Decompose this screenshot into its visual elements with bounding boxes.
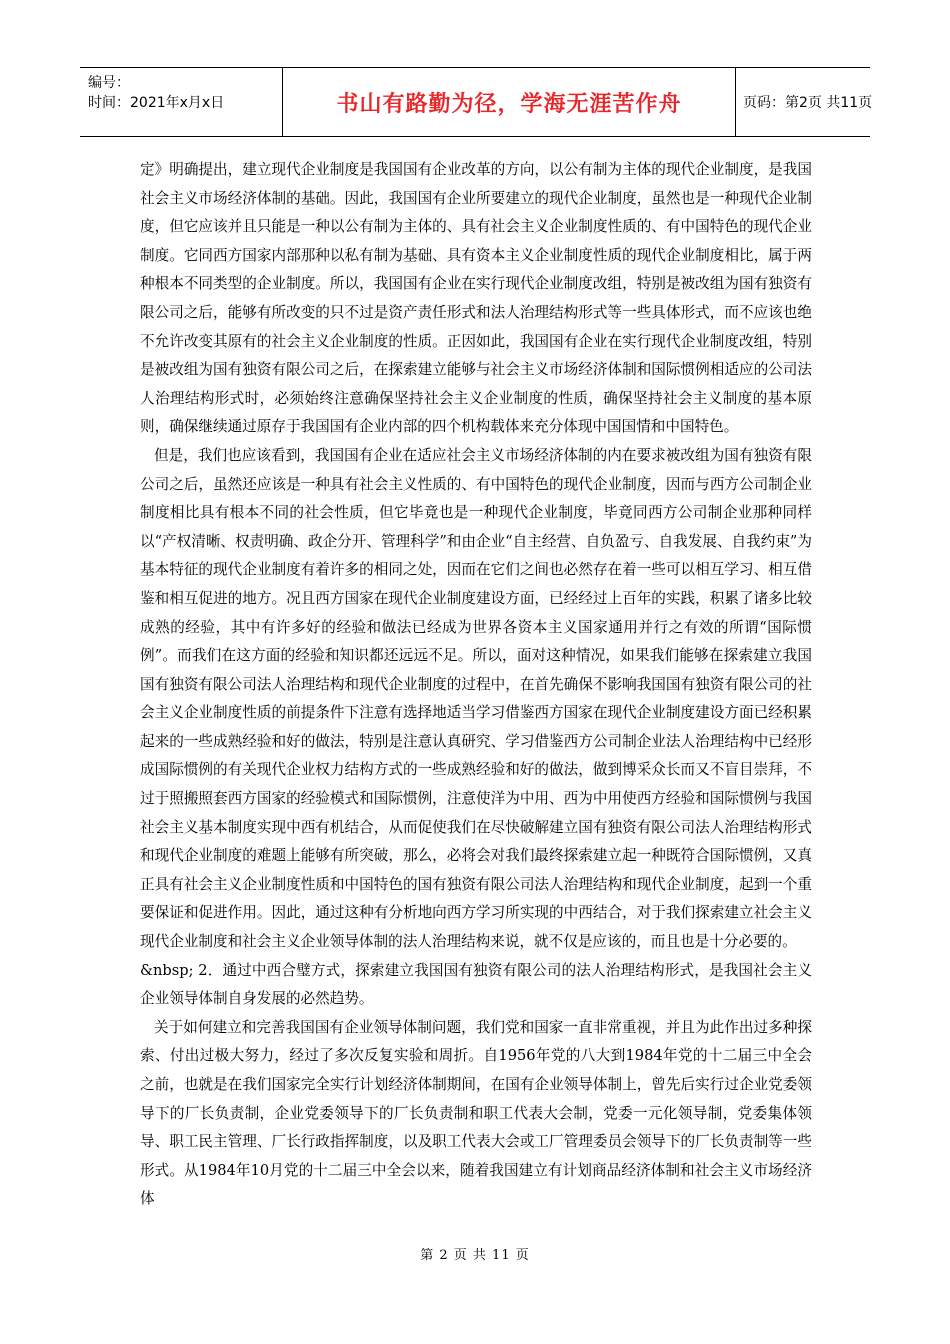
document-number-label: 编号： <box>88 75 130 91</box>
header-motto: 书山有路勤为径，学海无涯苦作舟 <box>336 91 682 117</box>
page-header <box>80 67 873 137</box>
footer-page-number: 第 2 页 共 11 页 <box>420 1248 530 1263</box>
body-paragraph: 但是，我们也应该看到，我国国有企业在适应社会主义市场经济体制的内在要求被改组为国有独资有限公司之后，虽然还应该是一种具有社会主义性质的、有中国特色的现代企业制度，因而与西方公司制企业制度相比具有根本不同的社会性质，但它毕竟也是一种现代企业制度，毕竟同西方公司制企业那种同样以“产权清晰、权责明确、政企分开、管理科学”和由企业“自主经营、自负盈亏、自我发展、自我约束”为基本特征的现代企业制度有着许多的相同之处，因而在它们之间也必然存在着一些可以相互学习、相互借鉴和相互促进的地方。况且西方国家在现代企业制度建设方面，已经经过上百年的实践，积累了诸多比较成熟的经验，其中有许多好的经验和做法已经成为世界各资本主义国家通用并行之有效的所谓“国际惯例”。而我们在这方面的经验和知识都还远远不足。所以，面对这种情况，如果我们能够在探索建立我国国有独资有限公司法人治理结构和现代企业制度的过程中，在首先确保不影响我国国有独资有限公司的社会主义企业制度性质的前提条件下注意有选择地适当学习借鉴西方国家在现代企业制度建设方面已经积累起来的一些成熟经验和好的做法，特别是注意认真研究、学习借鉴西方公司制企业法人治理结构中已经形成国际惯例的有关现代企业权力结构方式的一些成熟经验和好的做法，做到博采众长而又不盲目崇拜，不过于照搬照套西方国家的经验模式和国际惯例，注意使洋为中用、西为中用使西方经验和国际惯例与我国社会主义基本制度实现中西有机结合，从而促使我们在尽快破解建立国有独资有限公司法人治理结构形式和现代企业制度的难题上能够有所突破，那么，必将会对我们最终探索建立起一种既符合国际惯例，又真正具有社会主义企业制度性质和中国特色的国有独资有限公司法人治理结构和现代企业制度，起到一个重要保证和促进作用。因此，通过这种有分析地向西方学习所实现的中西结合，对于我们探索建立社会主义现代企业制度和社会主义企业领导体制的法人治理结构来说，就不仅是应该的，而且也是十分必要的。 <box>140 446 812 951</box>
body-paragraph: 关于如何建立和完善我国国有企业领导体制问题，我们党和国家一直非常重视，并且为此作出过多种探索、付出过极大努力，经过了多次反复实验和周折。自1956年党的八大到1984年党的十二届三中全会之前，也就是在我们国家完全实行计划经济体制期间，在国有企业领导体制上，曾先后实行过企业党委领导下的厂长负责制，企业党委领导下的厂长负责制和职工代表大会制，党委一元化领导制，党委集体领导、职工民主管理、厂长行政指挥制度，以及职工代表大会或工厂管理委员会领导下的厂长负责制等一些形式。从1984年10月党的十二届三中全会以来，随着我国建立有计划商品经济体制和社会主义市场经济体 <box>140 1018 812 1208</box>
document-date-label: 时间：2021年x月x日 <box>88 95 225 111</box>
header-motto-cell <box>283 68 736 136</box>
page-footer <box>0 1244 950 1263</box>
header-page-info: 页码：第2页 共11页 <box>743 95 873 111</box>
body-paragraph: 定》明确提出，建立现代企业制度是我国国有企业改革的方向，以公有制为主体的现代企业制度，是我国社会主义市场经济体制的基础。因此，我国国有企业所要建立的现代企业制度，虽然也是一种现代企业制度，但它应该并且只能是一种以公有制为主体的、具有社会主义企业制度性质的、有中国特色的现代企业制度。它同西方国家内部那种以私有制为基础、具有资本主义企业制度性质的现代企业制度相比，属于两种根本不同类型的企业制度。所以，我国国有企业在实行现代企业制度改组，特别是被改组为国有独资有限公司之后，能够有所改变的只不过是资产责任形式和法人治理结构形式等一些具体形式，而不应该也绝不允许改变其原有的社会主义企业制度的性质。正因如此，我国国有企业在实行现代企业制度改组，特别是被改组为国有独资有限公司之后，在探索建立能够与社会主义市场经济体制和国际惯例相适应的公司法人治理结构形式时，必须始终注意确保坚持社会主义企业制度的性质，确保坚持社会主义制度的基本原则，确保继续通过原存于我国国有企业内部的四个机构载体来充分体现中国国情和中国特色。 <box>140 161 812 436</box>
document-body <box>140 156 812 1214</box>
header-meta <box>80 68 283 136</box>
section-heading-paragraph: &nbsp; 2．通过中西合璧方式，探索建立我国国有独资有限公司的法人治理结构形式，是我国社会主义企业领导体制自身发展的必然趋势。 <box>140 961 812 1008</box>
header-page-info-cell <box>735 68 873 136</box>
